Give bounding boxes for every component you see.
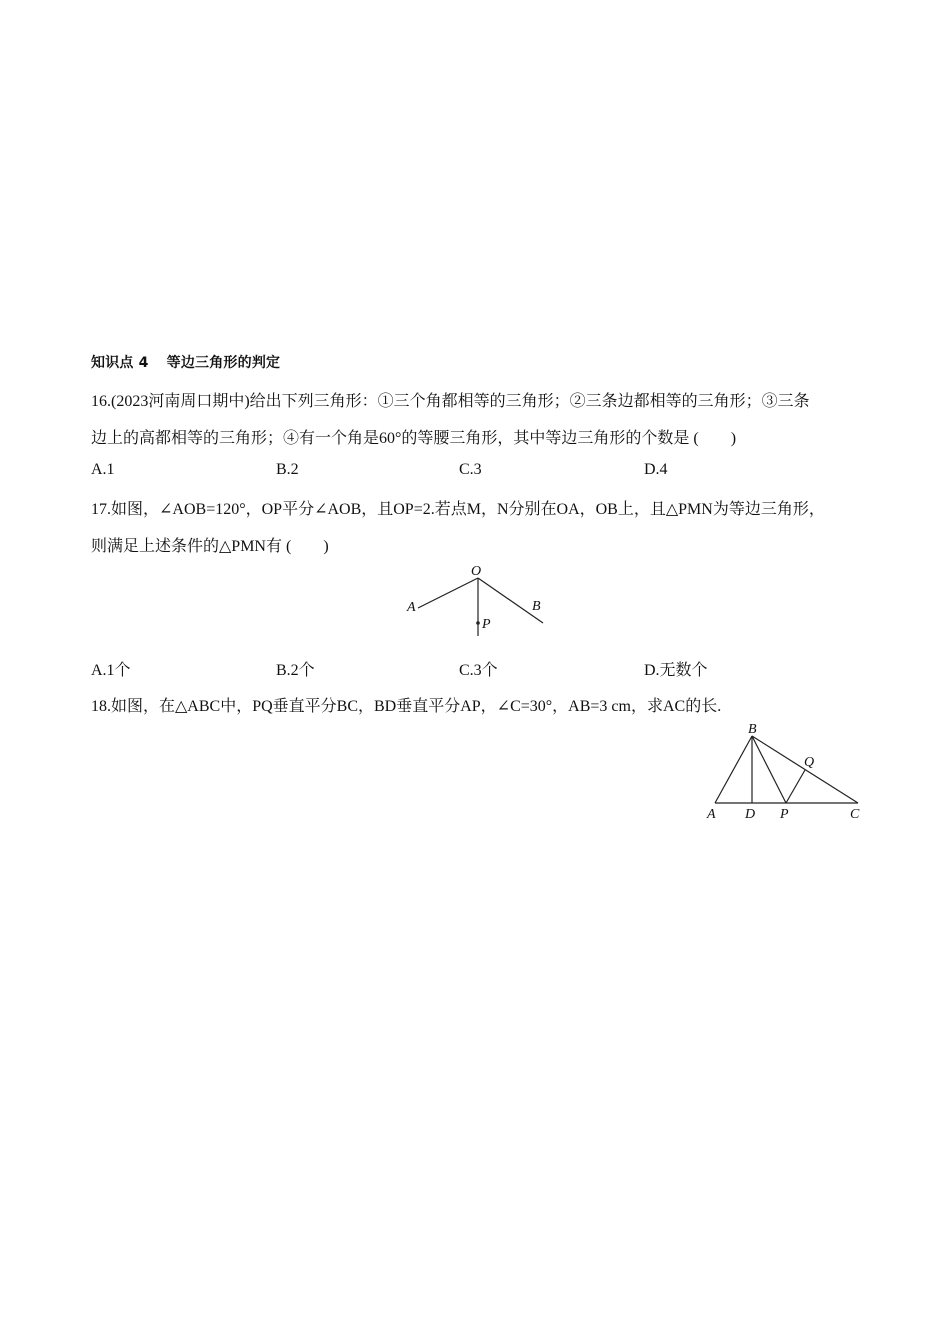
section-label: 知识点 4: [91, 355, 149, 371]
point-p: [476, 621, 480, 625]
section-heading: [91, 352, 280, 372]
q17-text-line1: 17.如图，∠AOB=120°，OP平分∠AOB，且OP=2.若点M，N分别在OA，OB上，且△PMN为等边三角形，: [91, 501, 825, 518]
segment-pq: [786, 770, 805, 803]
section-title: 等边三角形的判定: [166, 355, 281, 371]
q18-text-line1: 18.如图，在△ABC中，PQ垂直平分BC，BD垂直平分AP，∠C=30°，AB=3 cm，求AC的长.: [91, 698, 722, 715]
q16-option-a[interactable]: A.1: [91, 461, 115, 478]
ray-oa: [418, 578, 478, 608]
q17-text-line2: 则满足上述条件的△PMN有 ( ): [91, 538, 329, 555]
label-p: P: [780, 807, 789, 822]
q16-option-b[interactable]: B.2: [276, 461, 299, 478]
q18-triangle-figure: [700, 718, 870, 826]
q17-option-b[interactable]: B.2个: [276, 662, 315, 679]
q16-text-line2: 边上的高都相等的三角形；④有一个角是60°的等腰三角形，其中等边三角形的个数是 ( ): [91, 430, 737, 447]
label-a: A: [407, 600, 416, 615]
label-o: O: [471, 564, 482, 579]
q16-option-d[interactable]: D.4: [644, 461, 668, 478]
label-c: C: [850, 807, 860, 822]
label-d: D: [745, 807, 756, 822]
label-q: Q: [804, 755, 815, 770]
label-p: P: [482, 617, 491, 632]
side-ab: [715, 736, 752, 803]
q17-option-a[interactable]: A.1个: [91, 662, 131, 679]
q16-text-line1: 16.(2023河南周口期中)给出下列三角形：①三个角都相等的三角形；②三条边都相等的三角形；③三条: [91, 393, 810, 410]
label-b: B: [532, 599, 541, 614]
q16-option-c[interactable]: C.3: [459, 461, 482, 478]
label-a: A: [707, 807, 716, 822]
q17-angle-figure: [400, 560, 560, 638]
q17-option-c[interactable]: C.3个: [459, 662, 498, 679]
label-b: B: [748, 722, 757, 737]
q17-option-d[interactable]: D.无数个: [644, 662, 708, 679]
